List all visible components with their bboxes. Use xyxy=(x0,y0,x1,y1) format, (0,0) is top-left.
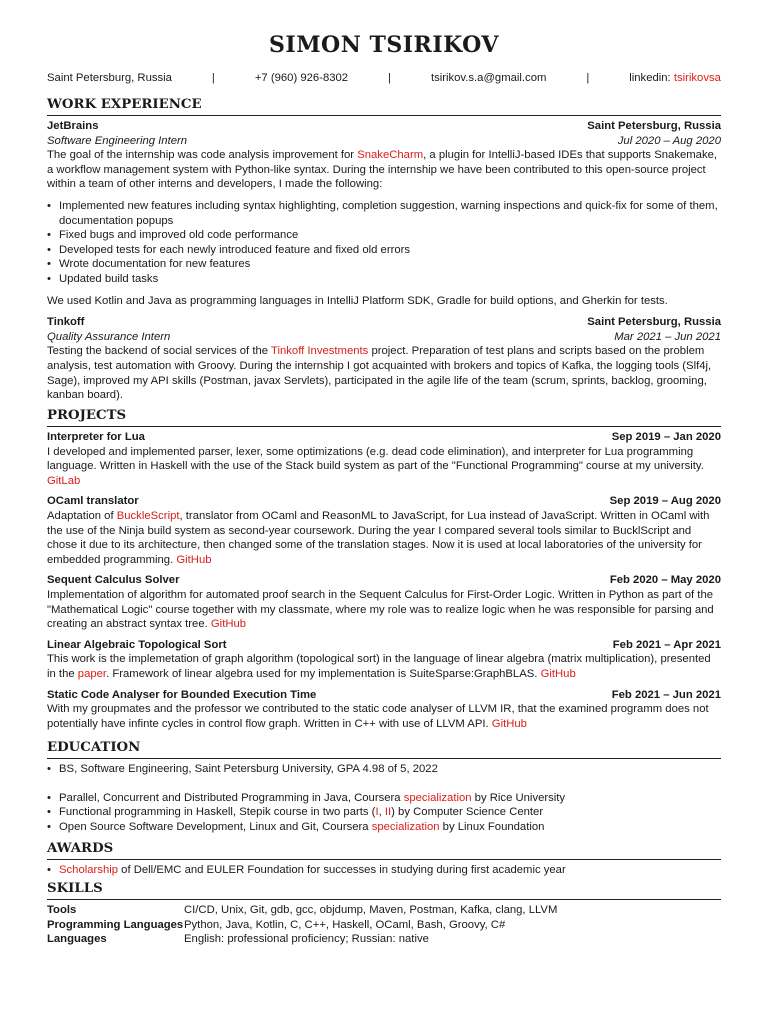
text: of Dell/EMC and EULER Foundation for successes in studying during first academic year xyxy=(118,864,566,876)
project-header xyxy=(47,573,721,588)
email-link[interactable]: tsirikov.s.a@gmail.com xyxy=(430,72,547,84)
text: Implementation of algorithm for automated proof search in the Sequent Calculus for First-Order Logic. Written in Python as part of the "Mathematical Logic" course together with my classmate, where my role was to realize logic when he was responsible for parsing and creating an abstract syntax tree. xyxy=(47,588,714,631)
job-tech-note: We used Kotlin and Java as programming languages in IntelliJ Platform SDK, Gradle for build options, and Gherkin for tests. xyxy=(47,294,668,307)
project-dates: Feb 2021 – Apr 2021 xyxy=(612,638,721,651)
text: Adaptation of xyxy=(47,509,117,522)
project-name: Linear Algebraic Topological Sort xyxy=(47,638,227,651)
skill-value: English: professional proficiency; Russian: native xyxy=(184,933,429,946)
job-tinkoff xyxy=(47,315,721,403)
skills-table xyxy=(47,903,557,947)
skill-value: Python, Java, Kotlin, C, C++, Haskell, OCaml, Bash, Groovy, C# xyxy=(184,918,506,931)
job-subheader xyxy=(47,330,721,345)
job-description xyxy=(47,148,721,192)
job-dates: Jul 2020 – Aug 2020 xyxy=(617,134,721,147)
awards-list xyxy=(47,863,721,878)
contact-line xyxy=(47,71,721,86)
part-two-link[interactable]: II xyxy=(384,806,392,819)
list-item: • Developed tests for each newly introduced feature and fixed old errors xyxy=(59,243,721,258)
section-title: EDUCATION xyxy=(47,740,721,759)
project-description xyxy=(47,445,721,489)
list-item: • Updated build tasks xyxy=(59,272,721,287)
text: The goal of the internship was code analysis improvement for xyxy=(47,149,358,162)
skills-section xyxy=(47,881,721,947)
paper-link[interactable]: paper xyxy=(77,667,107,680)
text: With my groupmates and the professor we contributed to the static code analyser of LLVM IR, that the examined programm does not potentially have infinte cycles in control flow graph. Written in C++ with use of LLVM API. xyxy=(47,703,709,730)
scholarship-link[interactable]: Scholarship xyxy=(59,864,119,876)
work-experience-section xyxy=(47,97,721,403)
text: I developed and implemented parser, lexer, some optimizations (e.g. dead code elimination), and interpreter for Lua programming language. Written in Haskell with the use of the Stack build system as part of the "Functional Programming" course at my university. xyxy=(47,445,704,473)
phone: +7 (960) 926-8302 xyxy=(254,72,349,84)
text: Testing the backend of social services of the xyxy=(47,345,271,358)
project-description xyxy=(47,652,721,681)
github-link[interactable]: GitHub xyxy=(540,667,576,680)
github-link[interactable]: GitHub xyxy=(491,717,527,730)
job-role: Software Engineering Intern xyxy=(47,134,188,147)
course-item xyxy=(59,791,721,806)
linkedin xyxy=(629,71,721,86)
skill-value: CI/CD, Unix, Git, gdb, gcc, objdump, Maven, Postman, Kafka, clang, LLVM xyxy=(184,904,558,916)
project-name: Static Code Analyser for Bounded Execution Time xyxy=(47,688,317,701)
job-header xyxy=(47,315,721,330)
text: Parallel, Concurrent and Distributed Programming in Java, Coursera xyxy=(59,791,404,804)
part-one-link[interactable]: I xyxy=(375,806,379,819)
project-description xyxy=(47,702,721,731)
job-jetbrains xyxy=(47,119,721,308)
project-dates: Feb 2020 – May 2020 xyxy=(609,574,721,587)
text: Functional programming in Haskell, Stepik course in two parts ( xyxy=(59,806,376,819)
project-header xyxy=(47,688,721,703)
awards-section xyxy=(47,841,721,878)
linkedin-label: linkedin: xyxy=(629,72,671,84)
project-dates: Feb 2021 – Jun 2021 xyxy=(611,688,721,701)
text: ) by Computer Science Center xyxy=(391,806,544,819)
job-subheader xyxy=(47,134,721,149)
text: by Rice University xyxy=(471,791,566,804)
project-name: OCaml translator xyxy=(47,495,139,508)
github-link[interactable]: GitHub xyxy=(176,553,212,566)
award-item xyxy=(59,863,721,878)
skills-row xyxy=(47,932,557,947)
education-section xyxy=(47,740,721,834)
text: by Linux Foundation xyxy=(439,820,545,833)
courses-list xyxy=(47,791,721,835)
separator: | xyxy=(211,72,215,84)
bucklescript-link[interactable]: BuckleScript xyxy=(116,509,180,522)
section-title: SKILLS xyxy=(47,881,721,900)
github-link[interactable]: GitHub xyxy=(210,618,247,631)
specialization-link[interactable]: specialization xyxy=(371,820,440,833)
section-title: AWARDS xyxy=(47,841,721,860)
list-item: • Implemented new features including syntax highlighting, completion suggestion, warning inspections and quick-fix for some of them, documentation popups xyxy=(59,199,721,228)
project-item xyxy=(47,430,721,488)
skill-label: Tools xyxy=(47,904,77,916)
gitlab-link[interactable]: GitLab xyxy=(47,474,81,487)
skills-row xyxy=(47,918,557,933)
linkedin-link[interactable]: tsirikovsa xyxy=(673,72,721,84)
separator: | xyxy=(388,72,391,84)
job-dates: Mar 2021 – Jun 2021 xyxy=(614,330,721,343)
job-role: Quality Assurance Intern xyxy=(47,330,171,343)
degree-item: • BS, Software Engineering, Saint Petersburg University, GPA 4.98 of 5, 2022 xyxy=(59,762,721,777)
snakecharm-link[interactable]: SnakeCharm xyxy=(357,149,424,162)
project-header xyxy=(47,430,721,445)
section-title: WORK EXPERIENCE xyxy=(47,97,721,116)
job-company: Tinkoff xyxy=(47,316,85,329)
list-item: • Wrote documentation for new features xyxy=(59,257,721,272)
projects-section xyxy=(47,408,721,731)
skills-row xyxy=(47,903,557,918)
job-location: Saint Petersburg, Russia xyxy=(587,316,721,329)
project-item xyxy=(47,494,721,567)
job-header xyxy=(47,119,721,134)
job-description xyxy=(47,344,721,402)
project-header xyxy=(47,638,721,653)
job-bullets xyxy=(47,199,721,287)
job-company: JetBrains xyxy=(47,120,99,132)
text: This work is the implemetation of graph algorithm (topological sort) in the language of linear algebra (matrix multiplication), presented in the xyxy=(47,653,711,680)
skill-label: Programming Languages xyxy=(47,918,184,931)
text: , translator from OCaml and ReasonML to JavaScript, for Lua instead of JavaScript. Written in OCaml with the use of the Ninja build system as second-year coursework. During the year I compared several tools similar to BucklScript and chose it due to its architecture, then changed some of the translation stages. Now it is used at local laboratories of the university for embedded programming. xyxy=(47,509,710,566)
course-item xyxy=(59,820,721,835)
text: , a plugin for IntelliJ-based IDEs that supports Snakemake, a workflow management system with Python-like syntax. During the internship we have been contributed to this open-source project within a team of other interns and developers, I made the following: xyxy=(47,149,718,191)
separator: | xyxy=(586,72,590,84)
project-name: Sequent Calculus Solver xyxy=(47,574,180,587)
project-dates: Sep 2019 – Jan 2020 xyxy=(611,431,721,443)
project-item xyxy=(47,638,721,682)
job-location: Saint Petersburg, Russia xyxy=(587,120,721,132)
candidate-name: SIMON TSIRIKOV xyxy=(269,32,499,58)
text: , xyxy=(378,806,385,819)
project-name: Interpreter for Lua xyxy=(47,431,145,443)
location: Saint Petersburg, Russia xyxy=(47,72,172,84)
text: . Framework of linear algebra used for my implementation is SuiteSparse:GraphBLAS. xyxy=(106,667,541,680)
project-item xyxy=(47,688,721,732)
specialization-link[interactable]: specialization xyxy=(403,791,472,804)
project-description xyxy=(47,588,721,632)
tinkoff-investments-link[interactable]: Tinkoff Investments xyxy=(270,345,369,358)
project-item xyxy=(47,573,721,631)
text: project. Preparation of test plans and scripts based on the problem analysis, test automation with Groovy. During the internship I got acquainted with brokers and topics of Kafka, the logging tools (Slf4j, Sage), improved my API skills (Postman, javax Servlets), participated in the agile life of the team (scrum, sprints, backlog, grooming, kanban board). xyxy=(47,345,712,402)
skill-label: Languages xyxy=(47,933,107,946)
project-header xyxy=(47,494,721,509)
list-item: • Fixed bugs and improved old code performance xyxy=(59,228,721,243)
project-dates: Sep 2019 – Aug 2020 xyxy=(609,495,721,508)
text: Open Source Software Development, Linux and Git, Coursera xyxy=(59,820,372,833)
degree-list xyxy=(47,762,721,777)
course-item xyxy=(59,805,721,820)
project-description xyxy=(47,509,721,567)
section-title: PROJECTS xyxy=(47,408,721,427)
